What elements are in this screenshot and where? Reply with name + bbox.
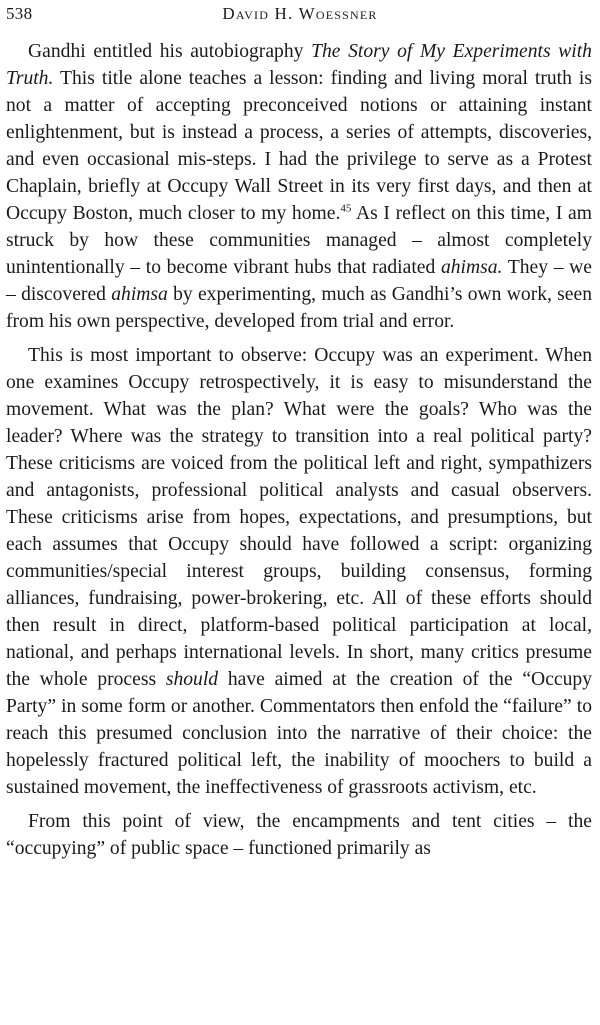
body-text [6, 38, 592, 862]
paragraph [6, 342, 592, 801]
running-head-author: David H. Woessner [222, 4, 378, 23]
text-run: As I reflect on this time, I am struck by how these communities managed – almost completely unintentionally – to become vibrant hubs that radiated [6, 203, 592, 278]
italic-text: ahimsa [111, 284, 168, 305]
text-run: From this point of view, the encampments and tent cities – the “occupying” of public space – functioned primarily as [6, 811, 592, 859]
text-run: This is most important to observe: Occupy was an experiment. When one examines Occupy retrospectively, it is easy to misunderstand the movement. What was the plan? What were the goals? Who was the leader? Where was the strategy to transition into a real political party? These criticisms are voiced from the political left and right, sympathizers and antagonists, professional political analysts and casual observers. These criticisms arise from hopes, expectations, and presumptions, but each assumes that Occupy should have followed a script: organizing communities/special interest groups, building consensus, forming alliances, fundraising, power-brokering, etc. All of these efforts should then result in direct, platform-based political participation at local, national, and perhaps international levels. In short, many critics presume the whole process [6, 345, 592, 690]
text-run: have aimed at the creation of the “Occupy Party” in some form or another. Commentators then enfold the “failure” to reach this presumed conclusion into the narrative of their choice: the hopelessly fractured political left, the inability of moochers to build a sustained movement, the ineffectiveness of grassroots activism, etc. [6, 669, 592, 798]
footnote-marker: 45 [340, 202, 352, 215]
paragraph [6, 808, 592, 862]
page-number: 538 [6, 4, 33, 23]
italic-text: The Story of My Experiments with Truth. [6, 41, 592, 89]
italic-text: should [165, 669, 219, 690]
page-header [6, 4, 594, 28]
italic-text: ahimsa. [440, 257, 503, 278]
text-run: This title alone teaches a lesson: finding and living moral truth is not a matter of accepting preconceived notions or attaining instant enlightenment, but is instead a process, a series of attempts, discoveries, and even occasional mis-steps. I had the privilege to serve as a Protest Chaplain, briefly at Occupy Wall Street in its very first days, and then at Occupy Boston, much closer to my home. [6, 68, 592, 224]
text-run: by experimenting, much as Gandhi’s own work, seen from his own perspective, developed from trial and error. [6, 284, 592, 332]
text-run: They – we – discovered [6, 257, 593, 305]
paragraph [6, 38, 592, 335]
text-run: Gandhi entitled his autobiography [28, 41, 312, 62]
